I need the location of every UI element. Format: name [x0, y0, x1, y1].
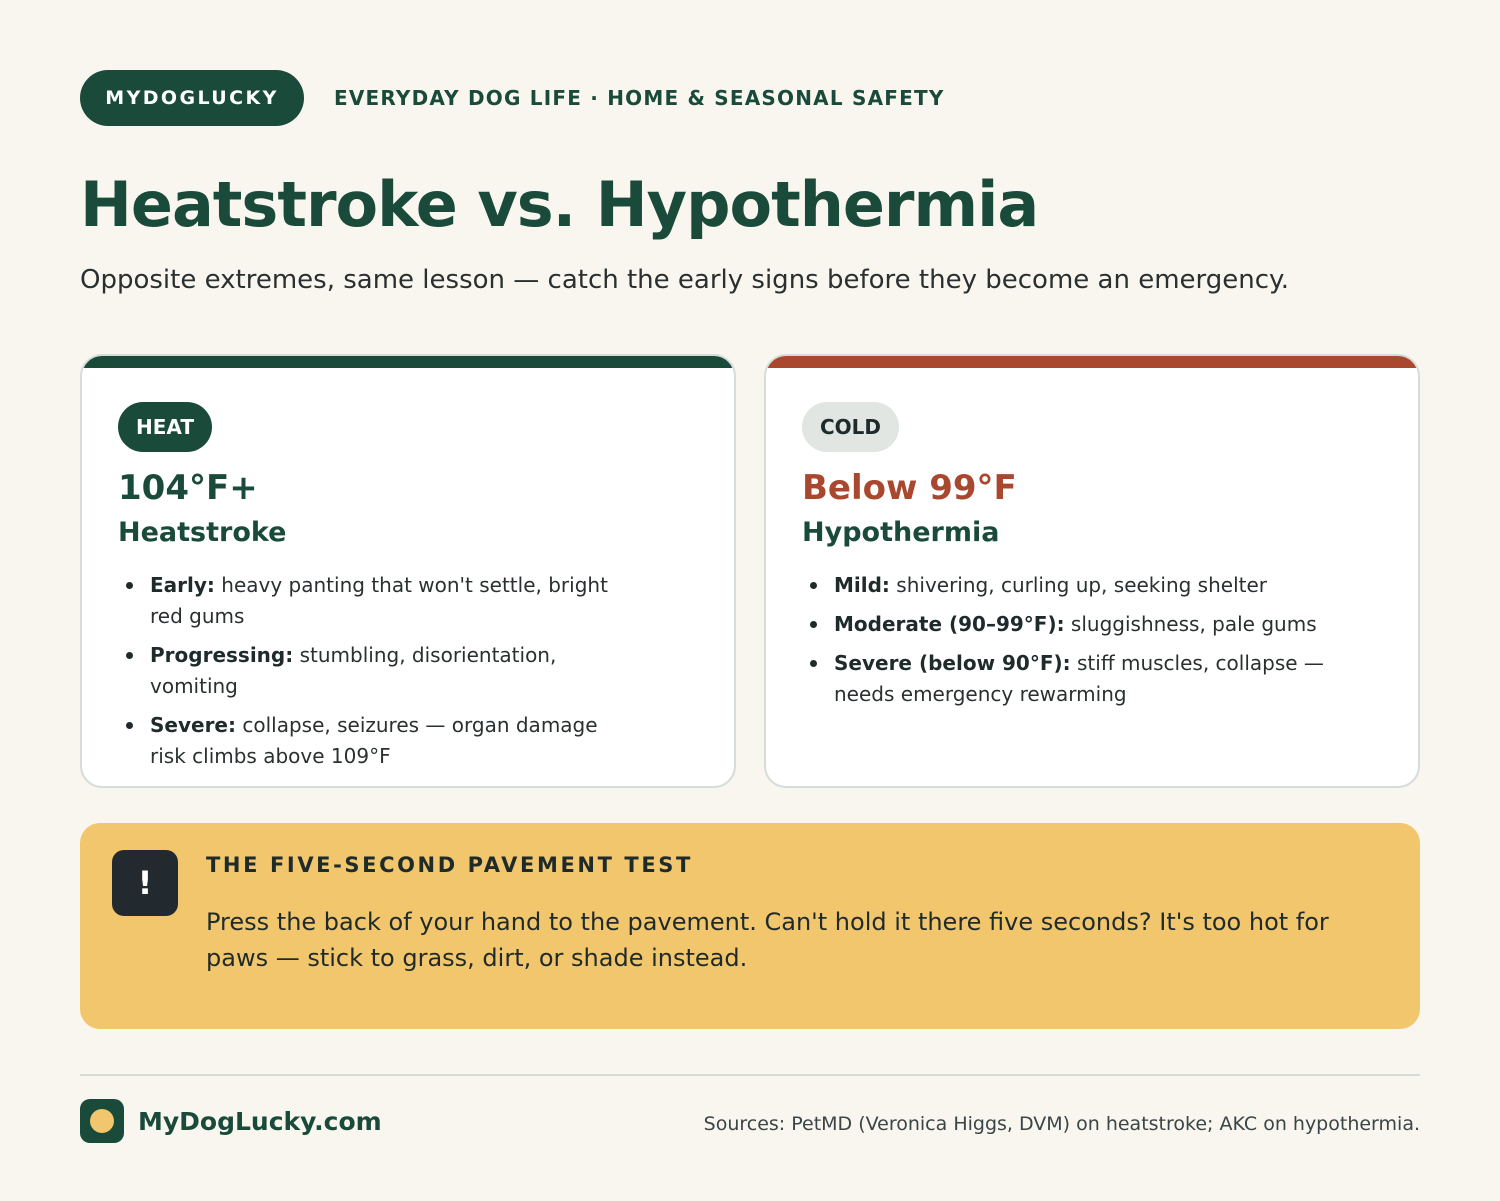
stage-label: Progressing: — [150, 643, 294, 667]
exclamation-icon: ! — [112, 850, 178, 916]
footer-brand[interactable] — [80, 1099, 382, 1143]
logo-dot — [90, 1109, 114, 1133]
brand-badge[interactable]: MYDOGLUCKY — [80, 70, 304, 126]
list-item — [802, 648, 1388, 710]
cold-card — [764, 354, 1420, 788]
cold-threshold: Below 99°F — [802, 468, 1017, 508]
heat-condition-title: Heatstroke — [118, 517, 287, 548]
cold-tag: COLD — [802, 402, 899, 452]
footer-divider — [80, 1074, 1420, 1076]
stage-label: Mild: — [834, 573, 890, 597]
stage-text: stiff muscles, collapse — needs emergency rewarming — [834, 651, 1324, 706]
heat-card — [80, 354, 736, 788]
sources-note: Sources: PetMD (Veronica Higgs, DVM) on heatstroke; AKC on hypothermia. — [703, 1113, 1420, 1135]
callout-title: THE FIVE-SECOND PAVEMENT TEST — [206, 853, 693, 877]
stage-text: stumbling, disorientation, vomiting — [150, 643, 557, 698]
cold-condition-title: Hypothermia — [802, 517, 1000, 548]
bullet-icon — [810, 582, 817, 589]
list-item — [118, 640, 638, 702]
stage-text: shivering, curling up, seeking shelter — [889, 573, 1267, 597]
stage-text: sluggishness, pale gums — [1064, 612, 1317, 636]
stage-label: Severe (below 90°F): — [834, 651, 1071, 675]
stage-text: collapse, seizures — organ damage risk climbs above 109°F — [150, 713, 598, 768]
heat-symptom-list — [118, 570, 704, 772]
bullet-icon — [810, 660, 817, 667]
list-item — [802, 570, 1388, 601]
bullet-icon — [126, 582, 133, 589]
heat-card-accent-bar — [82, 356, 734, 368]
stage-text: heavy panting that won't settle, bright red gums — [150, 573, 608, 628]
stage-label: Early: — [150, 573, 215, 597]
header — [80, 70, 945, 126]
heat-tag: HEAT — [118, 402, 212, 452]
heat-threshold: 104°F+ — [118, 468, 258, 508]
list-item — [802, 609, 1388, 640]
site-name-link[interactable]: MyDogLucky.com — [138, 1106, 382, 1136]
list-item — [118, 710, 638, 772]
pavement-test-callout — [80, 823, 1420, 1029]
bullet-icon — [810, 621, 817, 628]
callout-body: Press the back of your hand to the pavement. Can't hold it there five seconds? It's too hot for paws — stick to grass, dirt, or shade instead. — [206, 908, 1329, 972]
page-title: Heatstroke vs. Hypothermia — [80, 168, 1039, 241]
category-breadcrumb: EVERYDAY DOG LIFE · HOME & SEASONAL SAFETY — [334, 86, 945, 110]
logo-icon — [80, 1099, 124, 1143]
bullet-icon — [126, 652, 133, 659]
cold-card-accent-bar — [766, 356, 1418, 368]
cold-symptom-list — [802, 570, 1388, 710]
stage-label: Moderate (90–99°F): — [834, 612, 1065, 636]
stage-label: Severe: — [150, 713, 236, 737]
list-item — [118, 570, 638, 632]
bullet-icon — [126, 722, 133, 729]
page-subtitle: Opposite extremes, same lesson — catch the early signs before they become an emergency. — [80, 265, 1289, 295]
